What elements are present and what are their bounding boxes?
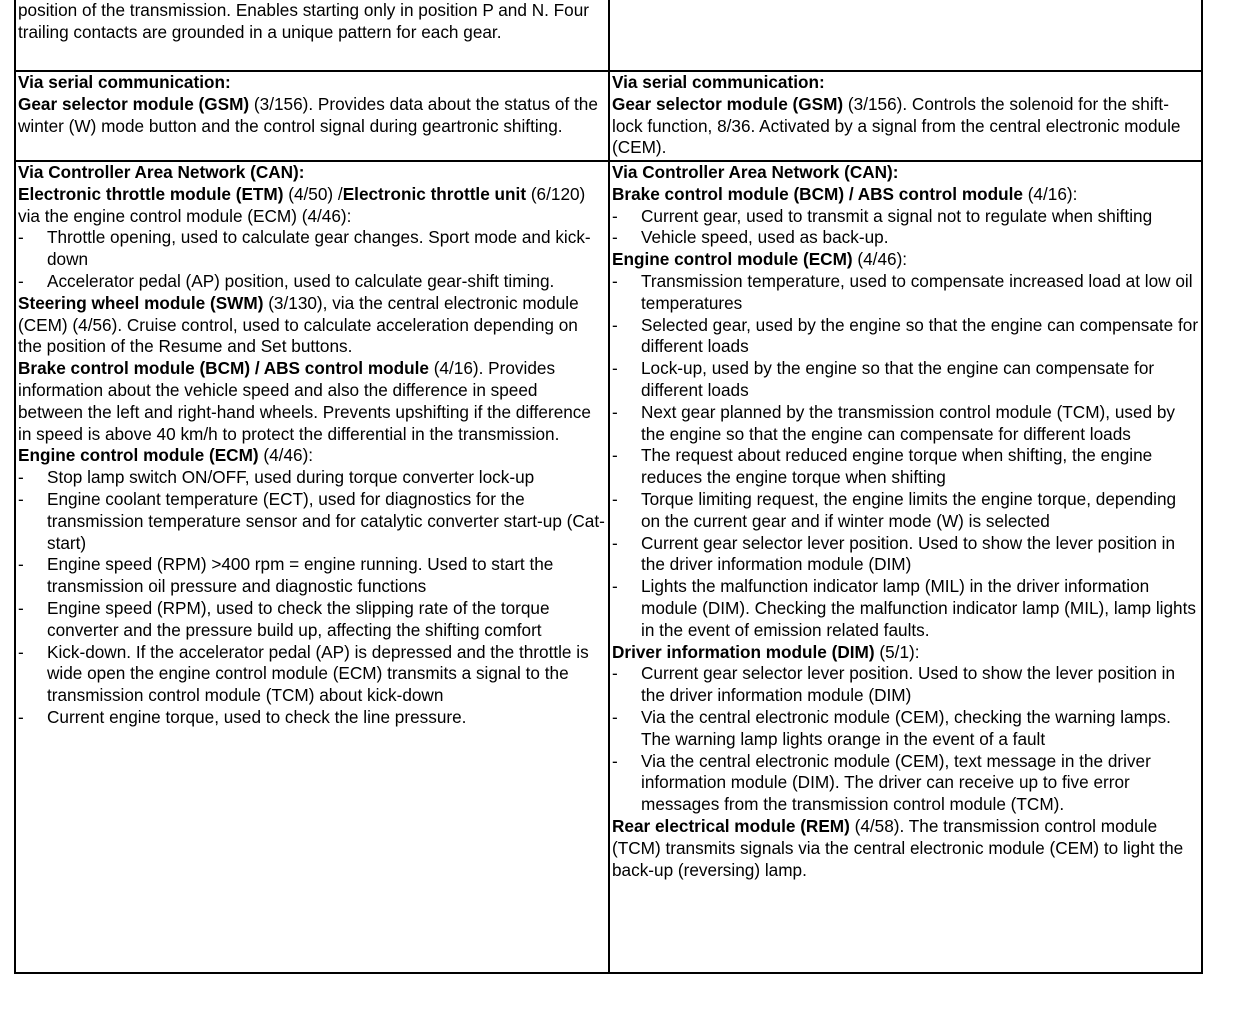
ecm-description-left: (4/46): bbox=[258, 445, 314, 466]
etu-module-name: Electronic throttle unit bbox=[342, 183, 527, 204]
bcm-output-list bbox=[612, 206, 1199, 250]
list-item: - Kick-down. If the accelerator pedal (AP) is depressed and the throttle is wide open the engine control module (ECM) transmits a signal to the transmission control module (TCM) about kick-down bbox=[18, 642, 606, 707]
cell-continuation-left bbox=[15, 0, 609, 71]
etm-description: (6/120) via the engine control module (ECM) (4/46): bbox=[18, 183, 586, 226]
etm-list bbox=[18, 227, 606, 292]
etm-module-name: Electronic throttle module (ETM) bbox=[18, 183, 284, 204]
swm-block bbox=[18, 293, 606, 358]
ecm-module-name-left: Engine control module (ECM) bbox=[18, 445, 259, 466]
list-item: - Torque limiting request, the engine limits the engine torque, depending on the current gear and if winter mode (W) is selected bbox=[612, 489, 1199, 533]
list-item: - Transmission temperature, used to compensate increased load at low oil temperatures bbox=[612, 271, 1199, 315]
ecm-description-right: (4/46): bbox=[852, 249, 908, 270]
list-item: - Via the central electronic module (CEM), text message in the driver information module (DIM). The driver can receive up to five error messages from the transmission control module (TCM). bbox=[612, 751, 1199, 816]
list-item: - Lights the malfunction indicator lamp (MIL) in the driver information module (DIM). Checking the malfunction indicator lamp (MIL), lamp lights in the event of emission related faults. bbox=[612, 576, 1199, 641]
cell-can-outputs bbox=[609, 161, 1202, 973]
gsm-input-block bbox=[18, 94, 606, 138]
can-heading-left: Via Controller Area Network (CAN): bbox=[18, 162, 305, 182]
list-item: - Stop lamp switch ON/OFF, used during torque converter lock-up bbox=[18, 467, 606, 489]
serial-heading-right: Via serial communication: bbox=[612, 72, 825, 92]
list-item: - Via the central electronic module (CEM), checking the warning lamps. The warning lamp lights orange in the event of a fault bbox=[612, 707, 1199, 751]
can-heading-right: Via Controller Area Network (CAN): bbox=[612, 162, 899, 182]
gsm-description-right: (3/156). Controls the solenoid for the shift-lock function, 8/36. Activated by a signal from the central electronic module (CEM). bbox=[612, 93, 1181, 158]
list-item: - Current gear selector lever position. Used to show the lever position in the driver information module (DIM) bbox=[612, 663, 1199, 707]
table-row-can bbox=[15, 161, 1202, 973]
swm-description: (3/130), via the central electronic module (CEM) (4/56). Cruise control, used to calculate acceleration depending on the position of the Resume and Set buttons. bbox=[18, 292, 579, 357]
bcm-description-left: (4/16). Provides information about the vehicle speed and also the difference in speed between the left and right-hand wheels. Prevents upshifting if the difference in speed is above 40 km/h to protect the differential in the transmission. bbox=[18, 358, 591, 444]
etm-mid: (4/50) / bbox=[283, 183, 343, 204]
cell-serial-inputs bbox=[15, 71, 609, 161]
list-item: - Current gear selector lever position. Used to show the lever position in the driver information module (DIM) bbox=[612, 533, 1199, 577]
ecm-module-name-right: Engine control module (ECM) bbox=[612, 249, 853, 270]
cell-can-inputs bbox=[15, 161, 609, 973]
continuation-text: position of the transmission. Enables starting only in position P and N. Four trailing contacts are grounded in a unique pattern for each gear. bbox=[18, 0, 589, 42]
list-item: - Vehicle speed, used as back-up. bbox=[612, 227, 1199, 249]
dim-output-list bbox=[612, 663, 1199, 816]
list-item: - Lock-up, used by the engine so that the engine can compensate for different loads bbox=[612, 358, 1199, 402]
rem-description: (4/58). The transmission control module (TCM) transmits signals via the central electronic module (CEM) to light the back-up (reversing) lamp. bbox=[612, 815, 1184, 880]
list-item: - Engine coolant temperature (ECT), used for diagnostics for the transmission temperature sensor and for catalytic converter start-up (Cat-start) bbox=[18, 489, 606, 554]
cell-continuation-right bbox=[609, 0, 1202, 71]
table-row-serial bbox=[15, 71, 1202, 161]
ecm-input-list bbox=[18, 467, 606, 729]
list-item: - Current engine torque, used to check the line pressure. bbox=[18, 707, 606, 729]
list-item: - Selected gear, used by the engine so that the engine can compensate for different loads bbox=[612, 315, 1199, 359]
dim-module-name: Driver information module (DIM) bbox=[612, 641, 875, 662]
swm-module-name: Steering wheel module (SWM) bbox=[18, 292, 264, 313]
bcm-description-right: (4/16): bbox=[1022, 183, 1078, 204]
ecm-output-block bbox=[612, 249, 1199, 271]
ecm-output-list bbox=[612, 271, 1199, 642]
dim-description: (5/1): bbox=[874, 641, 920, 662]
serial-heading-left: Via serial communication: bbox=[18, 72, 231, 92]
rem-module-name: Rear electrical module (REM) bbox=[612, 815, 850, 836]
document-table bbox=[14, 0, 1203, 974]
gsm-module-name-left: Gear selector module (GSM) bbox=[18, 93, 250, 114]
table-row-continuation bbox=[15, 0, 1202, 71]
etm-block bbox=[18, 184, 606, 228]
dim-output-block bbox=[612, 642, 1199, 664]
bcm-input-block bbox=[18, 358, 606, 445]
cell-serial-outputs bbox=[609, 71, 1202, 161]
ecm-input-block bbox=[18, 445, 606, 467]
gsm-output-block bbox=[612, 94, 1199, 159]
bcm-module-name-left: Brake control module (BCM) / ABS control module bbox=[18, 358, 429, 379]
bcm-module-name-right: Brake control module (BCM) / ABS control module bbox=[612, 183, 1023, 204]
list-item: - The request about reduced engine torque when shifting, the engine reduces the engine torque when shifting bbox=[612, 445, 1199, 489]
bcm-output-block bbox=[612, 184, 1199, 206]
gsm-module-name-right: Gear selector module (GSM) bbox=[612, 93, 844, 114]
list-item: - Engine speed (RPM), used to check the slipping rate of the torque converter and the pressure build up, affecting the shifting comfort bbox=[18, 598, 606, 642]
list-item: - Throttle opening, used to calculate gear changes. Sport mode and kick-down bbox=[18, 227, 606, 271]
list-item: - Accelerator pedal (AP) position, used to calculate gear-shift timing. bbox=[18, 271, 606, 293]
list-item: - Next gear planned by the transmission control module (TCM), used by the engine so that the engine can compensate for different loads bbox=[612, 402, 1199, 446]
list-item: - Engine speed (RPM) >400 rpm = engine running. Used to start the transmission oil pressure and diagnostic functions bbox=[18, 554, 606, 598]
list-item: - Current gear, used to transmit a signal not to regulate when shifting bbox=[612, 206, 1199, 228]
gsm-description-left: (3/156). Provides data about the status of the winter (W) mode button and the control signal during geartronic shifting. bbox=[18, 93, 598, 136]
rem-output-block bbox=[612, 816, 1199, 881]
